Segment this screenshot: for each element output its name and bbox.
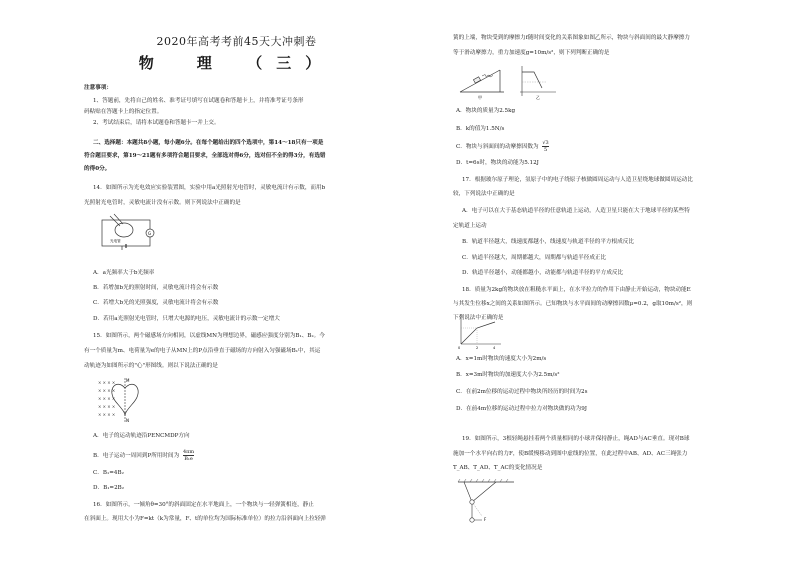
q16-cont-2: 等于滑动摩擦力，重力加速度g=10m/s²，则下列判断正确的是 bbox=[453, 50, 610, 56]
q14-option-d: D．若用a光照射光电管时，只增大电源的电压，灵敏电流计的示数一定增大 bbox=[93, 316, 280, 322]
q16-option-d: D．t=6s时，物块的动能为5.12J bbox=[456, 160, 539, 166]
q18-stem-1: 18．质量为2kg的物块放在粗糙水平面上，在水平拉力的作用下由静止开始运动，物块动能E bbox=[462, 287, 691, 293]
q17-option-d: D．轨道半径越小，动能都越小，动能都与轨道半径的平方成反比 bbox=[462, 270, 624, 276]
q14-option-c: C．若增大b光的光照强度，灵敏电流计将会有示数 bbox=[93, 300, 219, 306]
section2-line2: 符合题目要求，第19～21题有多项符合题目要求，全部选对得6分，选对但不全的得3分，有选错 bbox=[84, 153, 326, 159]
q16-stem-2: 在斜面上。现用大小为F=kt（k为常量，F、t的单位均为国际标准单位）的拉力沿斜面向上拉轻弹 bbox=[84, 516, 326, 522]
q15-magnetic-field-figure bbox=[96, 376, 154, 424]
q16-stem-1: 16．如图所示，一倾角θ=30°的斜面固定在水平地面上，一个物块与一轻弹簧相连，静止 bbox=[93, 502, 314, 508]
svg-text:0: 0 bbox=[458, 346, 461, 350]
q17-stem-1: 17．根据玻尔原子理论，氢原子中的电子绕原子核做圆周运动与人造卫星绕地球做圆周运动比 bbox=[462, 177, 693, 183]
svg-text:× × × ×: × × × × bbox=[98, 396, 116, 401]
q16-option-a: A．物块的质量为2.5kg bbox=[456, 108, 516, 114]
q19-ropes-figure bbox=[456, 478, 518, 528]
q15-option-a: A．电子的运动轨迹沿PENCMDP方向 bbox=[93, 433, 190, 439]
svg-text:M: M bbox=[126, 378, 130, 383]
svg-text:× × × ×: × × × × bbox=[98, 412, 116, 417]
notice-item-1b: 码粘贴在答题卡上的指定位置。 bbox=[84, 109, 163, 115]
q14-fig-label: 光电管 bbox=[110, 239, 121, 243]
section2-line1: 二、选择题：本题共8小题，每小题6分。在每个题给出的四个选项中，第14～18只有一项是 bbox=[93, 140, 324, 146]
section2-line3: 的得0分。 bbox=[84, 166, 111, 172]
q16-option-c-text: C．物块与斜面间的动摩擦因数为 bbox=[456, 144, 539, 150]
q19-stem-2: 施加一个水平向右的力F，使B缓慢移动到图中虚线的位置，在此过程中AB、AD、AC三绳张力 bbox=[453, 451, 688, 457]
q14-stem-2: 光照射光电管时，灵敏电流计没有示数。则下列说法中正确的是 bbox=[84, 200, 241, 206]
q16-fig-a-label: 甲 bbox=[478, 95, 482, 100]
q18-option-a: A．x=1m时物块的速度大小为2m/s bbox=[456, 356, 547, 362]
svg-text:× × × ×: × × × × bbox=[98, 404, 116, 409]
q15-option-c: C．B₁=4B₂ bbox=[93, 470, 124, 476]
q18-energy-graph bbox=[455, 312, 503, 350]
notice-item-2: 2、考试结束后，请将本试题卷和答题卡一并上交。 bbox=[93, 120, 220, 126]
exam-subject: 物 理 （三） bbox=[138, 54, 335, 72]
q14-option-a: A．a光频率大于b光频率 bbox=[93, 270, 155, 276]
q17-stem-2: 较，下列说法中正确的是 bbox=[453, 191, 515, 197]
q15-option-b-text: B．电子运动一周回到P所用时间为 bbox=[93, 453, 180, 459]
q15-option-b bbox=[93, 449, 194, 462]
q17-option-a-1: A．电子可以在大于基态轨道半径的任意轨道上运动，人造卫星只能在大于地球半径的某些特 bbox=[462, 208, 690, 214]
q18-stem-2: 与其发生位移x之间的关系如图所示。已知物块与水平面间的动摩擦因数μ=0.2，g取10m/s²，则 bbox=[453, 301, 693, 307]
q16-fig-b-label: 乙 bbox=[536, 95, 540, 100]
svg-text:× × × ×: × × × × bbox=[98, 388, 116, 393]
q15-stem-1: 15．如图所示，两个磁感场方向相同，以虚线MN为理想边界，磁感应强度分别为B₁、B₂。今 bbox=[93, 333, 325, 339]
q19-stem-3: T_AB、T_AD、T_AC的变化情况是 bbox=[453, 465, 543, 471]
q16-option-c-fraction: $\frac{√3}{5}$ bbox=[542, 140, 549, 153]
q18-stem-3: 下列说法中正确的是 bbox=[453, 315, 504, 321]
q14-circuit-figure bbox=[96, 212, 158, 252]
svg-text:N: N bbox=[126, 418, 129, 423]
q15-stem-2: 有一个质量为m、电荷量为e的电子从MN上的P点沿垂直于磁场的方向射入匀强磁场B₁中，其运 bbox=[84, 348, 321, 354]
q17-option-a-2: 定轨道上运动 bbox=[453, 223, 487, 229]
q15-option-b-fraction: $\frac{4\pi m}{\text{B₁e}}$ bbox=[182, 449, 195, 462]
notice-heading: 注意事项： bbox=[84, 85, 112, 91]
notice-item-1a: 1、答题前，先将自己的姓名、准考证号填写在试题卷和答题卡上，并将准考证号条形 bbox=[93, 98, 304, 104]
q18-option-d: D．在前4m位移的运动过程中拉力对物块做的功为9J bbox=[456, 406, 588, 412]
q19-stem-1: 19．如图所示，3根轻绳悬挂着两个质量相同的小球并保持静止，绳AD与AC垂直。现对B球 bbox=[462, 436, 690, 442]
q15-stem-3: 动轨迹为如图所示的"心"形图线。则以下说法正确的是 bbox=[84, 363, 218, 369]
svg-text:G: G bbox=[148, 231, 152, 236]
svg-text:× × × ×: × × × × bbox=[98, 380, 116, 385]
q14-option-b: B．若增加b光的照射时间，灵敏电流计将会有示数 bbox=[93, 285, 219, 291]
q16-cont-1: 簧的上端，物块受到的摩擦力f随时间变化的关系图象如图乙所示，物块与斜面间的最大静摩擦力 bbox=[453, 35, 691, 41]
q14-stem-1: 14．如图所示为光电效应实验装置图，实验中用a光照射光电管时，灵敏电流计有示数，而用b bbox=[93, 185, 326, 191]
q17-option-b: B．轨道半径越大，线速度都越小，线速度与轨道半径的平方根成反比 bbox=[462, 239, 634, 245]
svg-text:F: F bbox=[484, 517, 487, 522]
q18-option-c: C．在前2m位移的运动过程中物块所经历的时间为2s bbox=[456, 389, 588, 395]
q17-option-c: C．轨道半径越大，周期都越大，周期都与轨道半径成正比 bbox=[462, 255, 607, 261]
q16-figures bbox=[456, 62, 566, 100]
svg-text:2: 2 bbox=[476, 346, 479, 350]
q16-option-b: B．k的值为1.5N/s bbox=[456, 126, 505, 132]
q16-option-c bbox=[456, 140, 549, 153]
exam-title: 2020年高考考前45天大冲刺卷 bbox=[156, 35, 317, 48]
q15-option-d: D．B₁=2B₂ bbox=[93, 485, 125, 491]
q18-option-b: B．x=3m时物块的加速度大小为2.5m/s² bbox=[456, 372, 560, 378]
svg-text:4: 4 bbox=[493, 346, 496, 350]
